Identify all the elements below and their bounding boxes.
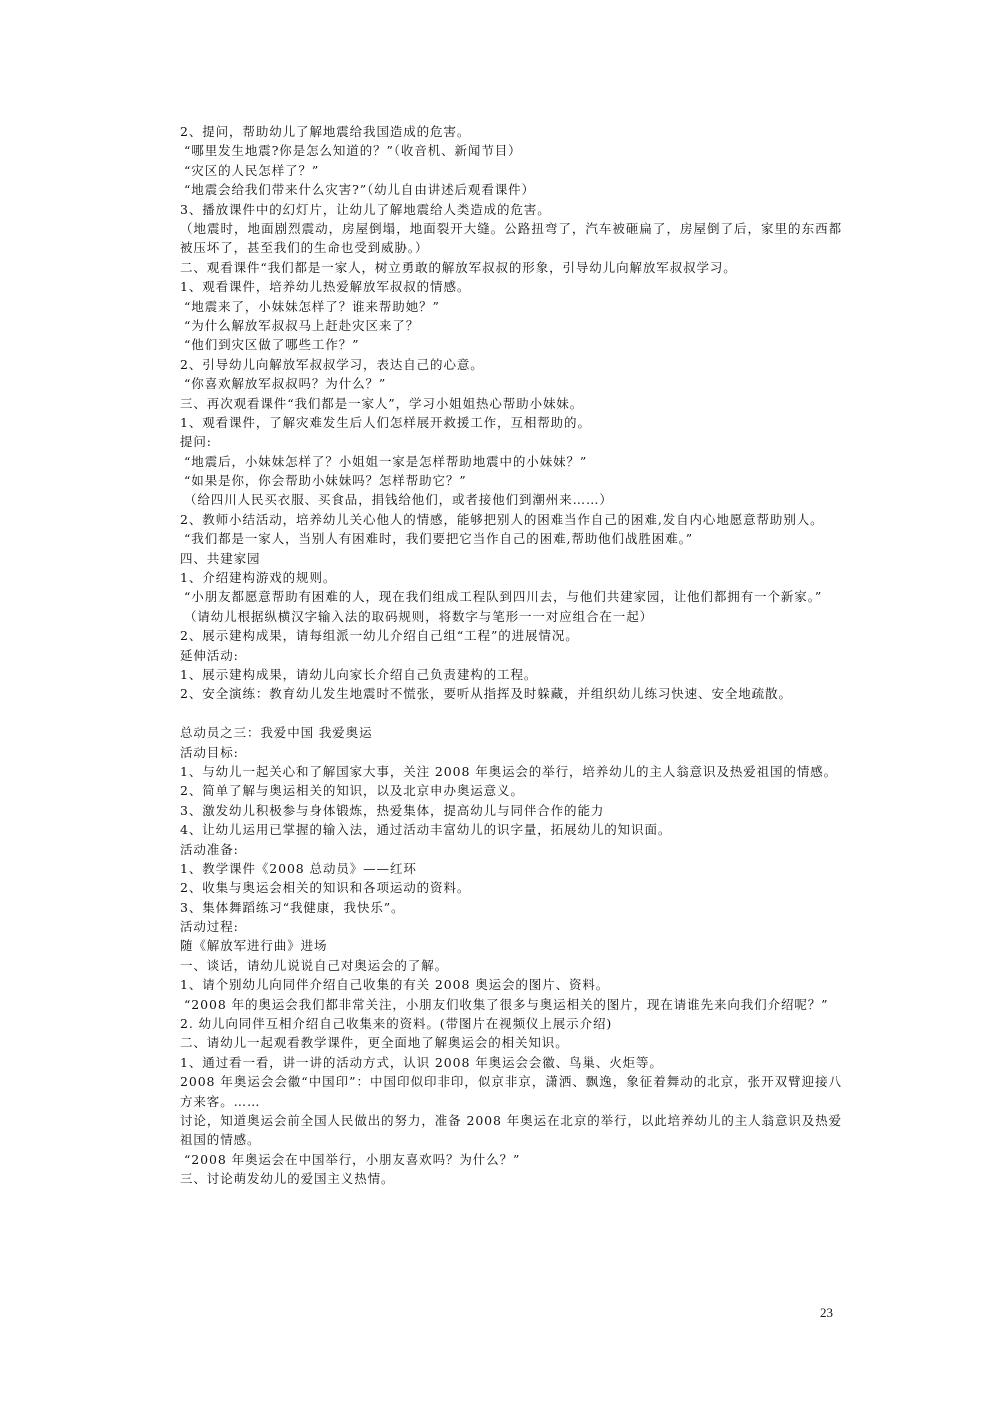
paragraph-line: 3、激发幼儿积极参与身体锻炼，热爱集体，提高幼儿与同伴合作的能力 — [180, 802, 605, 818]
paragraph-line: 1、介绍建构游戏的规则。 — [180, 570, 337, 586]
paragraph-line: 讨论，知道奥运会前全国人民做出的努力，准备 2008 年奥运在北京的举行，以此培养幼儿的主人翁意识及热爱祖国的情感。 — [180, 1113, 842, 1148]
blank-line — [152, 704, 842, 723]
page-number: 23 — [820, 1305, 833, 1320]
paragraph-line: 1、通过看一看，讲一讲的活动方式，认识 2008 年奥运会会徽、鸟巢、火炬等。 — [180, 1054, 663, 1070]
paragraph-line: 2、收集与奥运会相关的知识和各项运动的资料。 — [180, 880, 471, 896]
paragraph-line: 2. 幼儿向同伴互相介绍自己收集来的资料。(带图片在视频仪上展示介绍) — [180, 1016, 613, 1032]
section-heading: 三、讨论萌发幼儿的爱国主义热情。 — [180, 1171, 395, 1187]
paragraph-line: “哪里发生地震?你是怎么知道的？”（收音机、新闻节目） — [184, 143, 522, 159]
paragraph-line: “灾区的人民怎样了？” — [184, 162, 320, 178]
paragraph-line: 4、让幼儿运用已掌握的输入法，通过活动丰富幼儿的识字量，拓展幼儿的知识面。 — [180, 822, 672, 838]
paragraph-line: “你喜欢解放军叔叔吗？为什么？” — [184, 376, 387, 392]
paragraph-line: （给四川人民买衣服、买食品，捐钱给他们，或者接他们到潮州来……） — [184, 492, 613, 508]
section-heading: 一、谈话，请幼儿说说自己对奥运会的了解。 — [180, 957, 449, 973]
paragraph-line: “地震后，小妹妹怎样了？小姐姐一家是怎样帮助地震中的小妹妹？” — [184, 453, 588, 469]
paragraph-line: 2、安全演练：教育幼儿发生地震时不慌张，要听从指挥及时躲藏，并组织幼儿练习快速、安全地疏散。 — [180, 686, 792, 702]
paragraph-line: 延伸活动: — [180, 647, 239, 663]
paragraph-line: 1、与幼儿一起关心和了解国家大事，关注 2008 年奥运会的举行，培养幼儿的主人翁意识及热爱祖国的情感。 — [180, 763, 838, 779]
section-heading: 二、观看课件“我们都是一家人，树立勇敢的解放军叔叔的形象，引导幼儿向解放军叔叔学习。 — [180, 259, 737, 275]
section-heading: 三、再次观看课件“我们都是一家人”，学习小姐姐热心帮助小妹妹。 — [180, 395, 584, 411]
paragraph-line: 3、播放课件中的幻灯片，让幼儿了解地震给人类造成的危害。 — [180, 201, 551, 217]
paragraph-line: （请幼儿根据纵横汉字输入法的取码规则，将数字与笔形一一对应组合在一起） — [184, 608, 654, 624]
paragraph-line: “他们到灾区做了哪些工作？” — [184, 337, 360, 353]
paragraph-line: 1、请个别幼儿向同伴介绍自己收集的有关 2008 奥运会的图片、资料。 — [180, 977, 610, 993]
paragraph-line: 2、教师小结活动，培养幼儿关心他人的情感，能够把别人的困难当作自己的困难,发自内心地愿意帮助别人。 — [180, 511, 824, 527]
paragraph-line: “地震会给我们带来什么灾害?”（幼儿自由讲述后观看课件） — [184, 182, 535, 198]
paragraph-line: 1、观看课件，了解灾难发生后人们怎样展开救援工作，互相帮助的。 — [180, 414, 591, 430]
paragraph-line: “如果是你，你会帮助小妹妹吗？怎样帮助它？” — [184, 473, 467, 489]
paragraph-line: “地震来了，小妹妹怎样了？谁来帮助她？” — [184, 298, 440, 314]
paragraph-line: 2、简单了解与奥运相关的知识，以及北京申办奥运意义。 — [180, 783, 524, 799]
paragraph-line: “2008 年的奥运会我们都非常关注，小朋友们收集了很多与奥运相关的图片，现在请谁先来向我们介绍呢？” — [184, 996, 829, 1012]
paragraph-line: 活动过程: — [180, 919, 239, 935]
paragraph-line: 活动目标: — [180, 744, 239, 760]
paragraph-line: “为什么解放军叔叔马上赶赴灾区来了？ — [184, 317, 420, 333]
paragraph-line: 2、展示建构成果，请每组派一幼儿介绍自己组“工程”的进展情况。 — [180, 628, 579, 644]
section-heading: 二、请幼儿一起观看教学课件，更全面地了解奥运会的相关知识。 — [180, 1035, 569, 1051]
paragraph-line: “2008 年奥运会在中国举行，小朋友喜欢吗？为什么？” — [184, 1151, 521, 1167]
paragraph-line: （地震时，地面剧烈震动，房屋倒塌，地面裂开大缝。公路扭弯了，汽车被砸扁了，房屋倒了后，家里的东西都被压坏了，甚至我们的生命也受到威胁。） — [180, 220, 842, 256]
paragraph-line: 1、观看课件，培养幼儿热爱解放军叔叔的情感。 — [180, 279, 471, 295]
paragraph-line: 2008 年奥运会会徽“中国印”：中国印似印非印，似京非京，潇洒、飘逸，象征着舞动的北京，张开双臂迎接八方来客。…… — [180, 1074, 842, 1109]
section-heading: 四、共建家园 — [180, 550, 261, 566]
paragraph-line: 1、展示建构成果，请幼儿向家长介绍自己负责建构的工程。 — [180, 667, 538, 682]
section-title: 总动员之三：我爱中国 我爱奥运 — [180, 725, 373, 741]
document-body — [152, 122, 842, 1189]
paragraph-line: 活动准备: — [180, 841, 239, 857]
paragraph-line: “小朋友都愿意帮助有困难的人，现在我们组成工程队到四川去，与他们共建家园，让他们都拥有一个新家。” — [184, 589, 823, 605]
paragraph-line: 2、提问，帮助幼儿了解地震给我国造成的危害。 — [180, 124, 471, 139]
paragraph-line: 提问: — [180, 434, 212, 450]
paragraph-line: 随《解放军进行曲》进场 — [180, 938, 328, 954]
paragraph-line: 2、引导幼儿向解放军叔叔学习，表达自己的心意。 — [180, 356, 484, 372]
paragraph-line: 1、教学课件《2008 总动员》——红环 — [180, 860, 417, 876]
paragraph-line: “我们都是一家人，当别人有困难时，我们要把它当作自己的困难,帮助他们战胜困难。” — [184, 531, 694, 547]
paragraph-line: 3、集体舞蹈练习“我健康，我快乐”。 — [180, 899, 405, 915]
